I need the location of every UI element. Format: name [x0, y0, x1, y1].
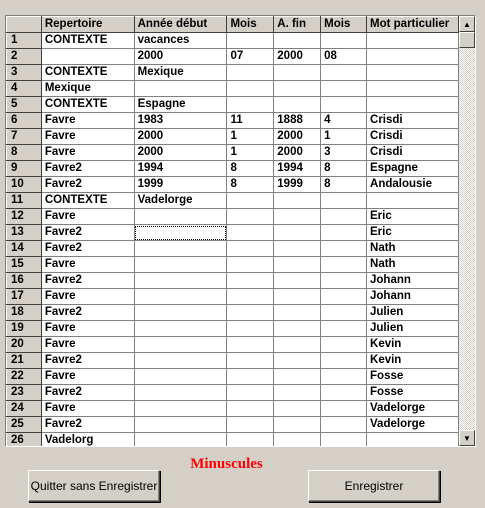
cell-mois-debut[interactable] [227, 33, 274, 49]
save-button[interactable]: Enregistrer [308, 470, 440, 502]
row-header[interactable]: 12 [7, 209, 42, 225]
cell-annee-fin[interactable] [274, 209, 321, 225]
cell-annee-fin[interactable] [274, 257, 321, 273]
row-header[interactable]: 6 [7, 113, 42, 129]
cell-mot-particulier[interactable] [367, 65, 459, 81]
cell-annee-fin[interactable] [274, 289, 321, 305]
cell-mois-fin[interactable] [321, 225, 367, 241]
cell-annee-fin[interactable]: 1888 [274, 113, 321, 129]
cell-annee-debut[interactable] [134, 273, 227, 289]
cell-annee-fin[interactable]: 2000 [274, 129, 321, 145]
column-header-mot-particulier[interactable]: Mot particulier [367, 17, 459, 33]
cell-repertoire[interactable]: Favre [41, 337, 134, 353]
cell-repertoire[interactable]: Favre2 [41, 305, 134, 321]
cell-repertoire[interactable]: Favre [41, 369, 134, 385]
cell-mois-fin[interactable] [321, 289, 367, 305]
cell-mois-fin[interactable] [321, 321, 367, 337]
row-header[interactable]: 20 [7, 337, 42, 353]
cell-repertoire[interactable]: CONTEXTE [41, 65, 134, 81]
cell-mot-particulier[interactable]: Vadelorge [367, 401, 459, 417]
cell-repertoire[interactable]: Favre2 [41, 177, 134, 193]
cell-mot-particulier[interactable] [367, 193, 459, 209]
cell-annee-debut[interactable]: Vadelorge [134, 193, 227, 209]
cell-annee-fin[interactable] [274, 65, 321, 81]
column-header-annee-debut[interactable]: Année début [134, 17, 227, 33]
cell-mois-fin[interactable] [321, 385, 367, 401]
cell-annee-fin[interactable] [274, 97, 321, 113]
cell-mois-debut[interactable]: 1 [227, 145, 274, 161]
scroll-up-button[interactable] [459, 16, 475, 32]
cell-repertoire[interactable]: Favre2 [41, 225, 134, 241]
cell-mois-debut[interactable] [227, 209, 274, 225]
cell-annee-fin[interactable] [274, 273, 321, 289]
cell-annee-debut[interactable] [134, 225, 227, 241]
cell-annee-fin[interactable] [274, 305, 321, 321]
cell-annee-debut[interactable]: 2000 [134, 129, 227, 145]
row-header[interactable]: 10 [7, 177, 42, 193]
cell-mois-fin[interactable]: 1 [321, 129, 367, 145]
cell-repertoire[interactable]: CONTEXTE [41, 97, 134, 113]
cell-repertoire[interactable]: Favre [41, 209, 134, 225]
column-header-mois-debut[interactable]: Mois [227, 17, 274, 33]
table-row[interactable] [7, 241, 459, 257]
table-row[interactable] [7, 129, 459, 145]
row-header[interactable]: 11 [7, 193, 42, 209]
cell-annee-fin[interactable] [274, 369, 321, 385]
cell-mois-fin[interactable] [321, 305, 367, 321]
cell-annee-debut[interactable] [134, 369, 227, 385]
cell-mois-fin[interactable] [321, 241, 367, 257]
cell-repertoire[interactable]: Favre [41, 113, 134, 129]
row-header[interactable]: 9 [7, 161, 42, 177]
cell-annee-fin[interactable] [274, 193, 321, 209]
cell-annee-debut[interactable]: 2000 [134, 49, 227, 65]
cell-mot-particulier[interactable]: Crisdi [367, 113, 459, 129]
grid-table[interactable] [6, 16, 459, 446]
table-row[interactable] [7, 177, 459, 193]
cell-annee-fin[interactable] [274, 225, 321, 241]
row-header[interactable]: 21 [7, 353, 42, 369]
cell-mot-particulier[interactable]: Crisdi [367, 145, 459, 161]
cell-mot-particulier[interactable]: Eric [367, 209, 459, 225]
cell-mois-fin[interactable]: 8 [321, 177, 367, 193]
row-header[interactable]: 3 [7, 65, 42, 81]
cell-annee-debut[interactable] [134, 433, 227, 447]
cell-annee-fin[interactable] [274, 241, 321, 257]
cell-mois-fin[interactable] [321, 33, 367, 49]
table-row[interactable] [7, 305, 459, 321]
table-row[interactable] [7, 193, 459, 209]
cell-annee-debut[interactable] [134, 241, 227, 257]
cell-mot-particulier[interactable] [367, 33, 459, 49]
cell-repertoire[interactable]: Favre2 [41, 273, 134, 289]
cell-mois-debut[interactable] [227, 321, 274, 337]
cell-mois-debut[interactable] [227, 193, 274, 209]
cell-annee-debut[interactable]: 1994 [134, 161, 227, 177]
table-row[interactable] [7, 273, 459, 289]
cell-mois-debut[interactable] [227, 305, 274, 321]
cell-mois-fin[interactable] [321, 81, 367, 97]
cell-mois-fin[interactable] [321, 417, 367, 433]
cell-repertoire[interactable]: Favre2 [41, 353, 134, 369]
cell-mois-debut[interactable] [227, 401, 274, 417]
grid-viewport[interactable] [6, 16, 459, 446]
cell-repertoire[interactable] [41, 49, 134, 65]
table-row[interactable] [7, 97, 459, 113]
cell-mot-particulier[interactable]: Vadelorge [367, 417, 459, 433]
cell-mois-debut[interactable] [227, 241, 274, 257]
table-row[interactable] [7, 289, 459, 305]
cell-repertoire[interactable]: Favre [41, 257, 134, 273]
table-row[interactable] [7, 369, 459, 385]
table-row[interactable] [7, 113, 459, 129]
status-caption: Minuscules [190, 456, 263, 472]
table-row[interactable] [7, 145, 459, 161]
cell-mois-debut[interactable] [227, 433, 274, 447]
cell-mois-fin[interactable] [321, 369, 367, 385]
cell-mot-particulier[interactable] [367, 433, 459, 447]
cell-annee-fin[interactable] [274, 385, 321, 401]
cell-mot-particulier[interactable] [367, 49, 459, 65]
cell-mois-fin[interactable] [321, 65, 367, 81]
row-header[interactable]: 26 [7, 433, 42, 447]
cell-repertoire[interactable]: CONTEXTE [41, 33, 134, 49]
cell-mois-debut[interactable]: 1 [227, 129, 274, 145]
column-header-annee-fin[interactable]: A. fin [274, 17, 321, 33]
column-header-repertoire[interactable]: Repertoire [41, 17, 134, 33]
cell-repertoire[interactable]: Favre [41, 129, 134, 145]
row-header[interactable]: 13 [7, 225, 42, 241]
cell-repertoire[interactable]: Favre2 [41, 161, 134, 177]
cell-mois-debut[interactable] [227, 257, 274, 273]
cell-mot-particulier[interactable]: Kevin [367, 337, 459, 353]
cell-repertoire[interactable]: Favre [41, 145, 134, 161]
cell-mois-debut[interactable] [227, 385, 274, 401]
cell-mois-debut[interactable] [227, 273, 274, 289]
row-header[interactable]: 25 [7, 417, 42, 433]
cell-repertoire[interactable]: Favre2 [41, 241, 134, 257]
cell-mot-particulier[interactable]: Johann [367, 273, 459, 289]
table-row[interactable] [7, 321, 459, 337]
corner-header[interactable] [7, 17, 42, 33]
cell-mois-debut[interactable] [227, 81, 274, 97]
cell-mot-particulier[interactable]: Fosse [367, 385, 459, 401]
table-row[interactable] [7, 49, 459, 65]
cell-mot-particulier[interactable]: Espagne [367, 161, 459, 177]
cell-mois-debut[interactable] [227, 369, 274, 385]
row-header[interactable]: 5 [7, 97, 42, 113]
cell-annee-fin[interactable] [274, 321, 321, 337]
cell-mois-fin[interactable]: 4 [321, 113, 367, 129]
column-header-mois-fin[interactable]: Mois [321, 17, 367, 33]
cell-mois-fin[interactable]: 8 [321, 161, 367, 177]
row-header[interactable]: 16 [7, 273, 42, 289]
cell-mois-debut[interactable] [227, 289, 274, 305]
cell-annee-fin[interactable] [274, 417, 321, 433]
cell-mois-debut[interactable]: 8 [227, 161, 274, 177]
cell-mois-fin[interactable]: 08 [321, 49, 367, 65]
cell-mois-debut[interactable] [227, 97, 274, 113]
table-row[interactable] [7, 385, 459, 401]
row-header[interactable]: 2 [7, 49, 42, 65]
cell-annee-debut[interactable] [134, 401, 227, 417]
cell-mois-fin[interactable] [321, 273, 367, 289]
cell-annee-fin[interactable]: 2000 [274, 145, 321, 161]
row-header[interactable]: 15 [7, 257, 42, 273]
cell-mois-debut[interactable] [227, 337, 274, 353]
cell-mois-debut[interactable]: 11 [227, 113, 274, 129]
cell-annee-debut[interactable]: Espagne [134, 97, 227, 113]
cell-mois-fin[interactable] [321, 433, 367, 447]
data-grid[interactable] [5, 15, 476, 447]
row-header[interactable]: 1 [7, 33, 42, 49]
table-row[interactable] [7, 337, 459, 353]
cell-annee-fin[interactable] [274, 401, 321, 417]
cell-annee-fin[interactable] [274, 353, 321, 369]
row-header[interactable]: 8 [7, 145, 42, 161]
cell-mois-fin[interactable] [321, 257, 367, 273]
cell-mois-fin[interactable] [321, 401, 367, 417]
cell-mois-debut[interactable] [227, 225, 274, 241]
cell-mot-particulier[interactable]: Andalousie [367, 177, 459, 193]
cell-annee-fin[interactable] [274, 337, 321, 353]
cell-annee-debut[interactable]: 1999 [134, 177, 227, 193]
cell-repertoire[interactable]: Favre [41, 321, 134, 337]
row-header[interactable]: 24 [7, 401, 42, 417]
table-row[interactable] [7, 81, 459, 97]
cell-mois-debut[interactable] [227, 417, 274, 433]
table-row[interactable] [7, 417, 459, 433]
cell-mot-particulier[interactable]: Nath [367, 257, 459, 273]
row-header[interactable]: 7 [7, 129, 42, 145]
cell-mois-fin[interactable] [321, 97, 367, 113]
cell-annee-debut[interactable] [134, 353, 227, 369]
row-header[interactable]: 19 [7, 321, 42, 337]
cell-mois-debut[interactable] [227, 353, 274, 369]
cell-mot-particulier[interactable] [367, 81, 459, 97]
table-row[interactable] [7, 209, 459, 225]
cell-annee-fin[interactable]: 1994 [274, 161, 321, 177]
row-header[interactable]: 4 [7, 81, 42, 97]
cell-mot-particulier[interactable]: Eric [367, 225, 459, 241]
cell-repertoire[interactable]: Vadelorg [41, 433, 134, 447]
cell-repertoire[interactable]: Favre [41, 401, 134, 417]
cell-mot-particulier[interactable]: Kevin [367, 353, 459, 369]
cell-annee-debut[interactable]: 2000 [134, 145, 227, 161]
cell-annee-debut[interactable] [134, 257, 227, 273]
cell-mois-debut[interactable]: 8 [227, 177, 274, 193]
cell-annee-fin[interactable] [274, 433, 321, 447]
table-row[interactable] [7, 353, 459, 369]
row-header[interactable]: 18 [7, 305, 42, 321]
cell-mot-particulier[interactable]: Julien [367, 321, 459, 337]
cell-annee-debut[interactable]: 1983 [134, 113, 227, 129]
cell-annee-fin[interactable] [274, 33, 321, 49]
table-row[interactable] [7, 65, 459, 81]
cell-annee-debut[interactable] [134, 385, 227, 401]
cell-annee-debut[interactable] [134, 305, 227, 321]
cell-mot-particulier[interactable]: Johann [367, 289, 459, 305]
cell-annee-fin[interactable] [274, 81, 321, 97]
table-row[interactable] [7, 257, 459, 273]
cell-mois-debut[interactable]: 07 [227, 49, 274, 65]
cell-annee-debut[interactable]: vacances [134, 33, 227, 49]
table-row[interactable] [7, 225, 459, 241]
table-row[interactable] [7, 161, 459, 177]
table-row[interactable] [7, 433, 459, 447]
cell-mois-fin[interactable] [321, 193, 367, 209]
cell-repertoire[interactable]: Mexique [41, 81, 134, 97]
cell-annee-debut[interactable] [134, 81, 227, 97]
arrow-up-icon: ▲ [463, 19, 471, 29]
cell-mot-particulier[interactable] [367, 97, 459, 113]
vertical-scrollbar[interactable] [459, 16, 475, 446]
cell-annee-debut[interactable] [134, 209, 227, 225]
scroll-thumb[interactable] [459, 32, 475, 48]
cell-annee-debut[interactable] [134, 289, 227, 305]
cell-mois-fin[interactable] [321, 337, 367, 353]
cell-mot-particulier[interactable]: Crisdi [367, 129, 459, 145]
cell-repertoire[interactable]: Favre2 [41, 417, 134, 433]
cell-mot-particulier[interactable]: Nath [367, 241, 459, 257]
cell-mois-fin[interactable] [321, 209, 367, 225]
cell-annee-fin[interactable]: 2000 [274, 49, 321, 65]
cell-annee-debut[interactable] [134, 337, 227, 353]
cell-repertoire[interactable]: Favre [41, 289, 134, 305]
scroll-down-button[interactable] [459, 430, 475, 446]
header-row [7, 17, 459, 33]
row-header[interactable]: 22 [7, 369, 42, 385]
cell-repertoire[interactable]: CONTEXTE [41, 193, 134, 209]
cell-mois-fin[interactable]: 3 [321, 145, 367, 161]
cell-annee-debut[interactable] [134, 321, 227, 337]
cell-repertoire[interactable]: Favre2 [41, 385, 134, 401]
grid-body [7, 33, 459, 447]
cell-annee-debut[interactable] [134, 417, 227, 433]
cell-annee-fin[interactable]: 1999 [274, 177, 321, 193]
cell-mois-fin[interactable] [321, 353, 367, 369]
cell-mois-debut[interactable] [227, 65, 274, 81]
quit-without-saving-button[interactable]: Quitter sans Enregistrer [28, 470, 160, 502]
row-header[interactable]: 14 [7, 241, 42, 257]
table-row[interactable] [7, 401, 459, 417]
cell-mot-particulier[interactable]: Fosse [367, 369, 459, 385]
cell-annee-debut[interactable]: Mexique [134, 65, 227, 81]
arrow-down-icon: ▼ [463, 433, 471, 443]
row-header[interactable]: 17 [7, 289, 42, 305]
table-row[interactable] [7, 33, 459, 49]
cell-mot-particulier[interactable]: Julien [367, 305, 459, 321]
row-header[interactable]: 23 [7, 385, 42, 401]
